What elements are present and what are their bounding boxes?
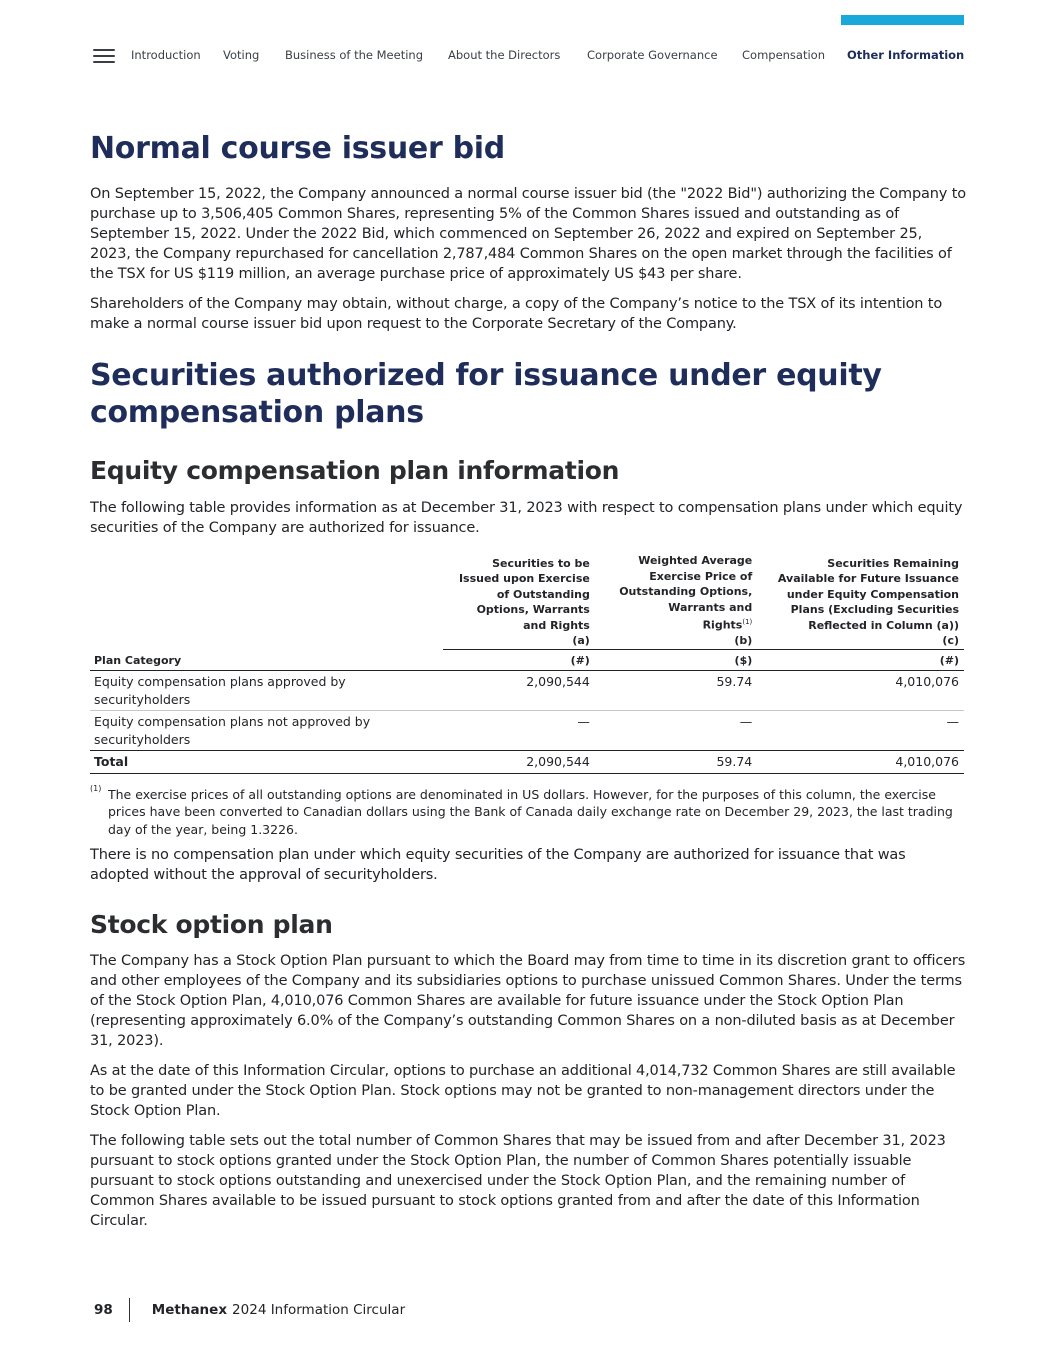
equity-plan-intro: The following table provides information as at December 31, 2023 with respect to compensation plans under which equity securities of the Company are authorized for issuance. xyxy=(90,500,963,536)
total-value-c: 4,010,076 xyxy=(895,754,959,770)
stock-option-paragraph-2: As at the date of this Information Circular, options to purchase an additional 4,014,732 Common Shares are still available to be granted under the Stock Option Plan. Stock options may not be granted to non-management directors under the Stock Option Plan. xyxy=(90,1063,956,1120)
table-total-row xyxy=(90,751,964,774)
row-category: Equity compensation plans not approved by securityholders xyxy=(94,714,371,747)
ncib-paragraph-2: Shareholders of the Company may obtain, without charge, a copy of the Company’s notice to the TSX of its intention to make a normal course issuer bid upon request to the Corporate Secretary of the Company. xyxy=(90,296,943,332)
hamburger-menu-icon[interactable] xyxy=(93,49,115,63)
securities-section xyxy=(90,357,966,885)
ncib-heading: Normal course issuer bid xyxy=(90,131,505,166)
nav-about-the-directors[interactable]: About the Directors xyxy=(448,48,561,62)
col-c-letter: (c) xyxy=(942,634,959,648)
row-value-c: — xyxy=(946,714,959,730)
table-footnote xyxy=(90,783,966,839)
footnote-text: The exercise prices of all outstanding options are denominated in US dollars. However, for the purposes of this column, the exercise prices have been converted to Canadian dollars using the Bank of Canada daily exchange rate on December 29, 2023, the last trading day of the year, being 1.3226. xyxy=(108,786,953,837)
col-c-title: Securities Remaining Available for Future Issuance under Equity Compensation Plans (Excluding Securities Reflected in Column (a)) xyxy=(777,556,959,632)
row-value-a: — xyxy=(577,714,590,730)
nav-corporate-governance[interactable]: Corporate Governance xyxy=(587,48,718,62)
stock-option-section xyxy=(90,910,966,1231)
col-b-unit: ($) xyxy=(734,653,753,667)
ncib-section xyxy=(90,130,966,334)
top-navigation xyxy=(93,47,965,65)
plan-category-header: Plan Category xyxy=(94,653,182,667)
nav-voting[interactable]: Voting xyxy=(223,48,260,62)
page-number: 98 xyxy=(94,1302,113,1318)
stock-option-paragraph-1: The Company has a Stock Option Plan pursuant to which the Board may from time to time in its discretion grant to officers and other employees of the Company and its subsidiaries options to purchase unissued Common Shares. Under the terms of the Stock Option Plan, 4,010,076 Common Shares are available for future issuance under the Stock Option Plan (representing approximately 6.0% of the Company’s outstanding Common Shares on a non-diluted basis as at December 31, 2023). xyxy=(90,953,966,1050)
securities-heading: Securities authorized for issuance under equity compensation plans xyxy=(90,358,882,430)
col-a-header xyxy=(443,553,594,649)
table-row xyxy=(90,671,964,711)
stock-option-heading: Stock option plan xyxy=(90,910,333,940)
table-row xyxy=(90,711,964,751)
equity-plan-after-text: There is no compensation plan under which equity securities of the Company are authorized for issuance that was adopted without the approval of securityholders. xyxy=(90,847,906,884)
document-title: 2024 Information Circular xyxy=(232,1302,406,1318)
main-content xyxy=(90,130,966,1231)
nav-introduction[interactable]: Introduction xyxy=(131,48,201,62)
col-b-footnote-ref: (1) xyxy=(742,618,753,626)
nav-business-of-the-meeting[interactable]: Business of the Meeting xyxy=(285,48,423,62)
col-b-title: Weighted Average Exercise Price of Outstanding Options, Warrants and Rights xyxy=(619,554,753,632)
nav-other-information[interactable]: Other Information xyxy=(847,48,965,62)
row-value-b: 59.74 xyxy=(716,674,753,690)
total-label: Total xyxy=(94,754,129,770)
nav-compensation[interactable]: Compensation xyxy=(742,48,825,62)
ncib-paragraph-1: On September 15, 2022, the Company announced a normal course issuer bid (the "2022 Bid") authorizing the Company to purchase up to 3,506,405 Common Shares, representing 5% of the Common Shares issued and outstanding as of September 15, 2022. Under the 2022 Bid, which commenced on September 26, 2022 and expired on September 25, 2023, the Company repurchased for cancellation 2,787,484 Common Shares on the open market through the facilities of the TSX for US $119 million, an average purchase price of approximately US $43 per share. xyxy=(90,186,966,282)
col-b-letter: (b) xyxy=(734,634,753,648)
footer-divider xyxy=(129,1298,130,1322)
brand-name: Methanex xyxy=(151,1302,228,1318)
col-a-title: Securities to be Issued upon Exercise of Outstanding Options, Warrants and Rights xyxy=(458,556,590,632)
page-footer xyxy=(94,1298,405,1322)
stock-option-paragraph-3: The following table sets out the total number of Common Shares that may be issued from and after December 31, 2023 pursuant to stock options granted under the Stock Option Plan, the number of Common Shares potentially issuable pursuant to stock options outstanding and unexercised under the Stock Option Plan, and the remaining number of Common Shares available to be issued pursuant to stock options granted from and after the date of this Information Circular. xyxy=(90,1133,946,1230)
accent-bar xyxy=(841,15,964,25)
col-a-letter: (a) xyxy=(572,634,590,648)
equity-plan-heading: Equity compensation plan information xyxy=(90,456,620,485)
col-a-unit: (#) xyxy=(570,653,590,667)
row-value-c: 4,010,076 xyxy=(895,674,959,690)
col-b-header xyxy=(595,553,757,649)
col-c-header xyxy=(757,553,964,649)
row-category: Equity compensation plans approved by securityholders xyxy=(94,674,346,707)
col-c-unit: (#) xyxy=(939,653,959,667)
row-value-b: — xyxy=(739,714,753,730)
equity-plan-table xyxy=(90,553,964,774)
total-value-b: 59.74 xyxy=(716,754,753,770)
total-value-a: 2,090,544 xyxy=(526,754,590,770)
footnote-mark: (1) xyxy=(90,783,102,793)
row-value-a: 2,090,544 xyxy=(526,674,590,690)
